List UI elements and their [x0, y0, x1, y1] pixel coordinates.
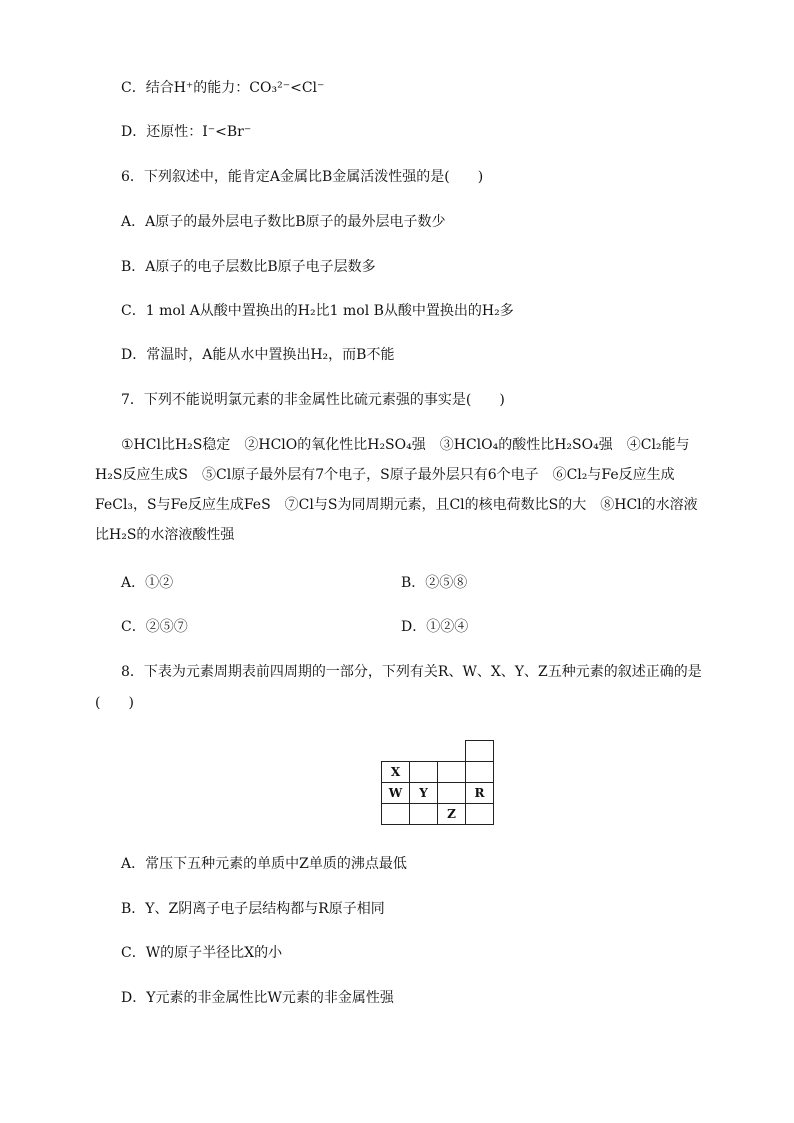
q8-stem: 8．下表为元素周期表前四周期的一部分，下列有关R、W、X、Y、Z五种元素的叙述正确的是 [121, 664, 702, 680]
q8-option-d: D．Y元素的非金属性比W元素的非金属性强 [121, 990, 394, 1006]
q5-option-c: C．结合H⁺的能力：CO₃²⁻<Cl⁻ [121, 80, 325, 96]
table-cell-z: Z [438, 804, 466, 825]
q7-facts: ①HCl比H₂S稳定 ②HClO的氧化性比H₂SO₄强 ③HClO₄的酸性比H₂SO₄强 ④Cl₂能与H₂S反应生成S ⑤Cl原子最外层有7个电子，S原子最外层只有6个电子 ⑥Cl₂与Fe反应生成FeCl₃，S与Fe反应生成FeS ⑦Cl与S为同周期元素，且Cl的核电荷数比S的大 ⑧HCl的水溶液比H₂S的水溶液酸性强 [95, 437, 698, 543]
table-row [354, 783, 494, 804]
q8-option-b: B．Y、Z阴离子电子层结构都与R原子相同 [121, 901, 385, 917]
table-cell [466, 741, 494, 762]
q8-option-c: C．W的原子半径比X的小 [121, 945, 283, 961]
q6-stem: 6．下列叙述中，能肯定A金属比B金属活泼性强的是( ) [121, 169, 484, 185]
q8-paren: ( ) [95, 695, 134, 711]
q6-option-b: B．A原子的电子层数比B原子电子层数多 [121, 259, 376, 275]
q7-option-c: C．②⑤⑦ [121, 619, 188, 635]
table-cell [410, 762, 438, 783]
table-row [354, 804, 494, 825]
q7-option-d: D．①②④ [401, 619, 469, 635]
table-cell-x: X [382, 762, 410, 783]
q7-option-a: A．①② [121, 575, 174, 591]
table-cell-r: R [466, 783, 494, 804]
table-cell [438, 762, 466, 783]
q6-option-c: C．1 mol A从酸中置换出的H₂比1 mol B从酸中置换出的H₂多 [121, 303, 514, 319]
table-row [354, 762, 494, 783]
table-row [354, 741, 494, 762]
q6-option-a: A．A原子的最外层电子数比B原子的最外层电子数少 [121, 214, 446, 230]
table-cell-w: W [382, 783, 410, 804]
q7-stem: 7．下列不能说明氯元素的非金属性比硫元素强的事实是( ) [121, 392, 505, 408]
table-cell [382, 804, 410, 825]
table-cell-y: Y [410, 783, 438, 804]
q8-option-a: A．常压下五种元素的单质中Z单质的沸点最低 [121, 856, 407, 872]
periodic-table-fragment [354, 740, 494, 825]
table-cell [438, 783, 466, 804]
table-cell [466, 804, 494, 825]
q6-option-d: D．常温时，A能从水中置换出H₂，而B不能 [121, 347, 395, 363]
table-cell [410, 804, 438, 825]
q5-option-d: D．还原性：I⁻<Br⁻ [121, 124, 252, 140]
q7-option-b: B．②⑤⑧ [401, 575, 468, 591]
table-cell [466, 762, 494, 783]
